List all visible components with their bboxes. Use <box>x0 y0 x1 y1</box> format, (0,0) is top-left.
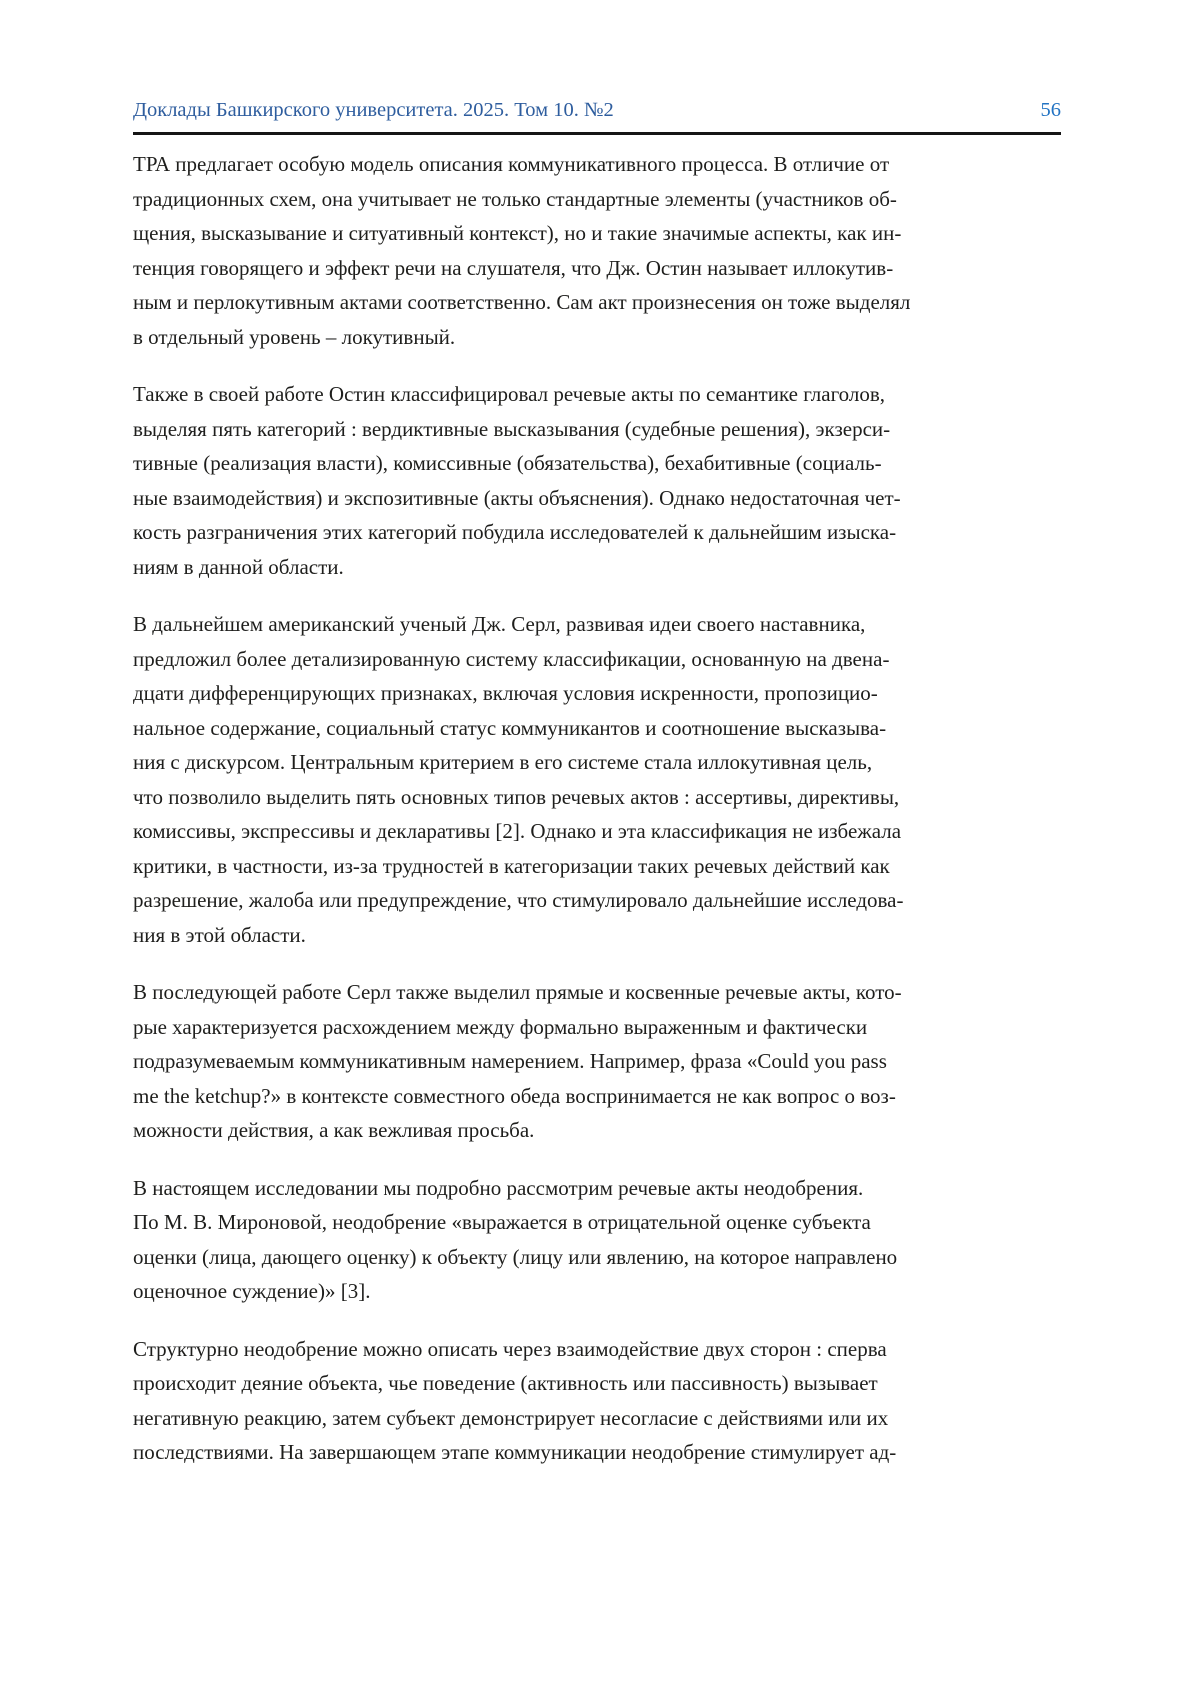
body-paragraph-3: В дальнейшем американский ученый Дж. Серл, развивая идеи своего наставника, предложил более детализированную систему классификации, основанную на двена- дцати дифференцирующих признаках, включая условия искренности, пропозицио- нальное содержание, социальный статус коммуникантов и соотношение высказыва- ния с дискурсом. Центральным критерием в его системе стала иллокутивная цель, что позволило выделить пять основных типов речевых актов : ассертивы, директивы, комиссивы, экспрессивы и декларативы [2]. Однако и эта классификация не избежала критики, в частности, из-за трудностей в категоризации таких речевых действий как разрешение, жалоба или предупреждение, что стимулировало дальнейшие исследова- ния в этой области. <box>133 612 904 947</box>
body-paragraph-2: Также в своей работе Остин классифицировал речевые акты по семантике глаголов, выделяя пять категорий : вердиктивные высказывания (судебные решения), экзерси- тивные (реализация власти), комиссивные (обязательства), бехабитивные (социаль- ные взаимодействия) и экспозитивные (акты объяснения). Однако недостаточная чет- кость разграничения этих категорий побудила исследователей к дальнейшим изыска- ниям в данной области. <box>133 382 901 579</box>
journal-title: Доклады Башкирского университета. 2025. Том 10. №2 <box>133 99 614 121</box>
page-number: 56 <box>1040 99 1061 121</box>
body-paragraph-4: В последующей работе Серл также выделил прямые и косвенные речевые акты, кото- рые характеризуется расхождением между формально выраженным и фактически подразумеваемым коммуникативным намерением. Например, фраза «Could you pass me the ketchup?» в контексте совместного обеда воспринимается не как вопрос о воз- можности действия, а как вежливая просьба. <box>133 980 902 1142</box>
body-paragraph-6: Структурно неодобрение можно описать через взаимодействие двух сторон : сперва происходит деяние объекта, чье поведение (активность или пассивность) вызывает негативную реакцию, затем субъект демонстрирует несогласие с действиями или их последствиями. На завершающем этапе коммуникации неодобрение стимулирует ад- <box>133 1336 897 1464</box>
body-paragraph-5: В настоящем исследовании мы подробно рассмотрим речевые акты неодобрения. По М. В. Мироновой, неодобрение «выражается в отрицательной оценке субъекта оценки (лица, дающего оценку) к объекту (лицу или явлению, на которое направлено оценочное суждение)» [3]. <box>133 1175 898 1303</box>
header-divider <box>133 132 1061 135</box>
body-paragraph-1: ТРА предлагает особую модель описания коммуникативного процесса. В отличие от традиционных схем, она учитывает не только стандартные элементы (участников об- щения, высказывание и ситуативный контекст), но и такие значимые аспекты, как ин- тенция говорящего и эффект речи на слушателя, что Дж. Остин называет иллокутив- ным и перлокутивным актами соответственно. Сам акт произнесения он тоже выделял в отдельный уровень – локутивный. <box>133 152 911 349</box>
page-header <box>133 98 1061 132</box>
page-content <box>133 98 1061 1470</box>
